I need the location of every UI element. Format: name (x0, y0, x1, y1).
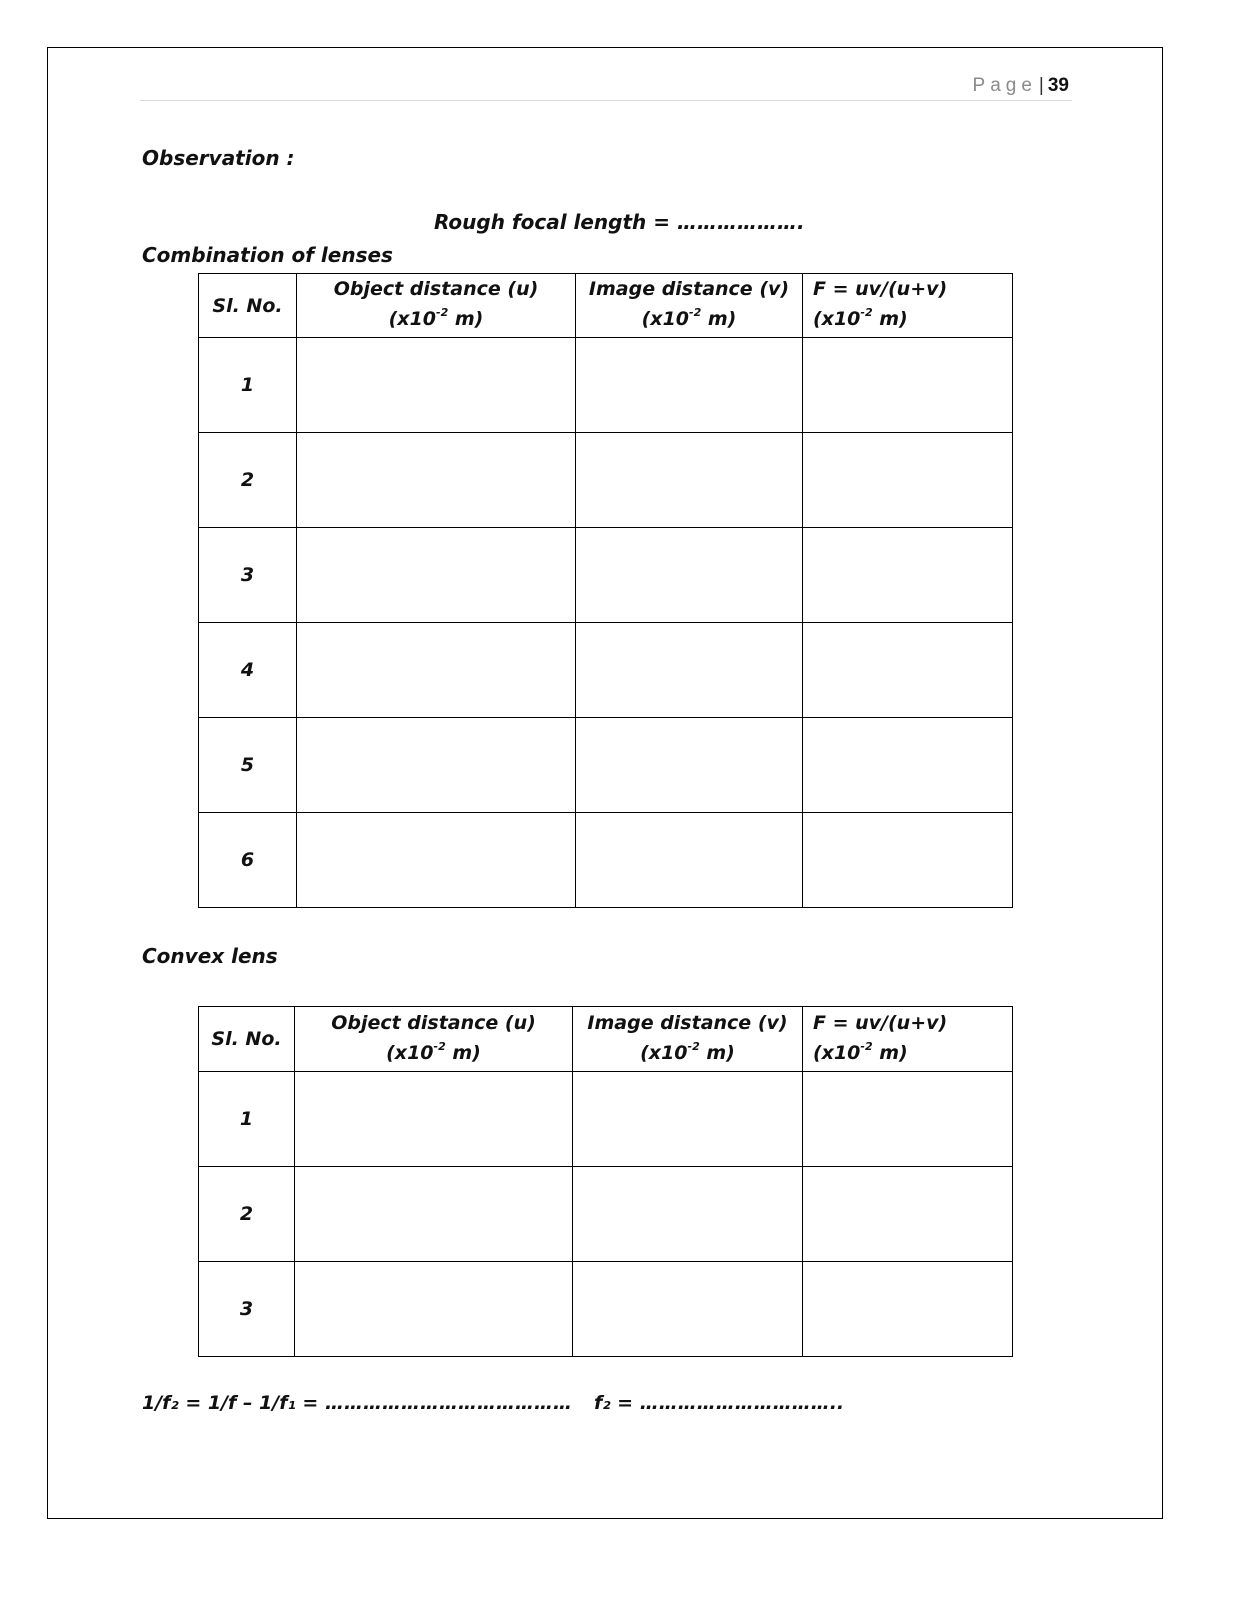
table-row (199, 813, 1013, 908)
cell-focal-length (803, 1072, 1013, 1167)
cell-image-distance (576, 433, 803, 528)
row-number: 4 (199, 623, 297, 718)
page-number-label (973, 74, 1069, 97)
focal-length-formula (142, 1392, 844, 1414)
row-number: 1 (199, 338, 297, 433)
table-row (199, 433, 1013, 528)
rough-focal-length: Rough focal length = ………………. (434, 210, 805, 234)
page-header (140, 74, 1072, 101)
table-row (199, 718, 1013, 813)
header-image-distance: Image distance (v) ($x10^{-2}$ m) (576, 274, 803, 338)
cell-object-distance (297, 718, 576, 813)
cell-image-distance (576, 813, 803, 908)
cell-focal-length (803, 528, 1013, 623)
cell-focal-length (803, 338, 1013, 433)
formula-f2-value: f₂ = ………………………….. (593, 1392, 845, 1414)
page-number: 39 (1047, 75, 1069, 96)
cell-image-distance (573, 1167, 803, 1262)
cell-object-distance (295, 1167, 573, 1262)
cell-object-distance (295, 1262, 573, 1357)
row-number: 3 (199, 528, 297, 623)
cell-image-distance (573, 1072, 803, 1167)
row-number: 2 (199, 433, 297, 528)
row-number: 6 (199, 813, 297, 908)
header-image-distance: Image distance (v) ($x10^{-2}$ m) (573, 1007, 803, 1072)
cell-image-distance (576, 528, 803, 623)
cell-image-distance (576, 718, 803, 813)
combination-table (198, 273, 1013, 908)
header-object-distance: Object distance (u) ($x10^{-2}$ m) (295, 1007, 573, 1072)
row-number: 5 (199, 718, 297, 813)
header-focal-length: F = uv/(u+v) ($x10^{-2}$ m) (803, 274, 1013, 338)
convex-lens-table (198, 1006, 1013, 1357)
table-header-row (199, 1007, 1013, 1072)
formula-f2-reciprocal: 1/f₂ = 1/f – 1/f₁ = ………………………………… (142, 1392, 572, 1414)
row-number: 3 (199, 1262, 295, 1357)
header-sl-no: Sl. No. (199, 1007, 295, 1072)
section-title-convex: Convex lens (142, 944, 278, 968)
cell-focal-length (803, 1167, 1013, 1262)
table-row (199, 1072, 1013, 1167)
row-number: 1 (199, 1072, 295, 1167)
cell-object-distance (297, 813, 576, 908)
cell-image-distance (576, 338, 803, 433)
cell-object-distance (297, 528, 576, 623)
header-sl-no: Sl. No. (199, 274, 297, 338)
table-row (199, 623, 1013, 718)
table-header-row (199, 274, 1013, 338)
cell-focal-length (803, 1262, 1013, 1357)
table-row (199, 1262, 1013, 1357)
observation-heading: Observation : (142, 146, 295, 170)
cell-image-distance (573, 1262, 803, 1357)
cell-focal-length (803, 813, 1013, 908)
cell-focal-length (803, 623, 1013, 718)
cell-object-distance (295, 1072, 573, 1167)
table-row (199, 528, 1013, 623)
page-word: Page (972, 75, 1037, 96)
section-title-combination: Combination of lenses (142, 243, 393, 267)
table-row (199, 1167, 1013, 1262)
cell-object-distance (297, 338, 576, 433)
table-row (199, 338, 1013, 433)
header-object-distance: Object distance (u) ($x10^{-2}$ m) (297, 274, 576, 338)
cell-object-distance (297, 433, 576, 528)
page-separator: | (1038, 75, 1044, 96)
cell-focal-length (803, 433, 1013, 528)
header-focal-length: F = uv/(u+v) ($x10^{-2}$ m) (803, 1007, 1013, 1072)
row-number: 2 (199, 1167, 295, 1262)
cell-focal-length (803, 718, 1013, 813)
cell-image-distance (576, 623, 803, 718)
cell-object-distance (297, 623, 576, 718)
